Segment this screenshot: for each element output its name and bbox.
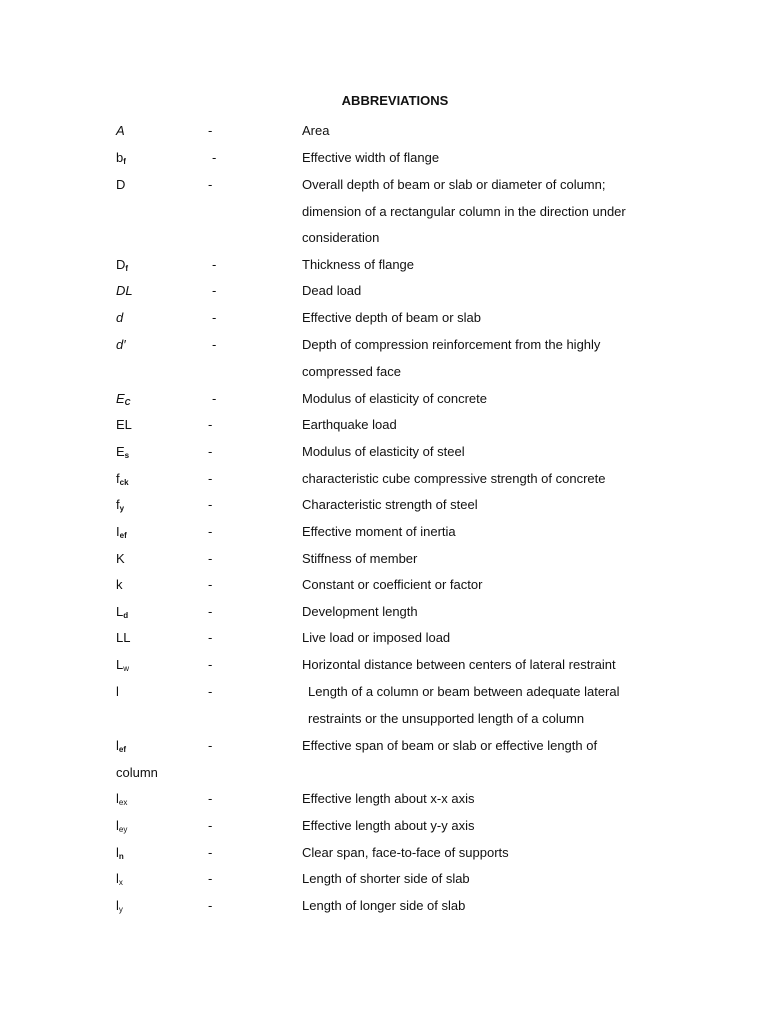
- abbreviation-symbol: [116, 791, 127, 807]
- abbreviation-symbol: [116, 417, 132, 432]
- separator-dash: -: [208, 791, 213, 806]
- symbol-base: LL: [116, 630, 131, 645]
- definition-line: Development length: [302, 604, 418, 619]
- abbreviation-symbol: [116, 738, 126, 754]
- separator-dash: -: [208, 577, 213, 592]
- abbreviation-symbol: [116, 257, 128, 273]
- symbol-base: E: [116, 444, 125, 459]
- symbol-base: f: [116, 471, 120, 486]
- symbol-base: E: [116, 391, 125, 406]
- definition-line: Horizontal distance between centers of lateral restraint: [302, 657, 616, 672]
- symbol-subscript: ck: [119, 478, 129, 487]
- separator-dash: -: [208, 818, 213, 833]
- abbreviation-symbol: [116, 177, 125, 192]
- definition-line: Live load or imposed load: [302, 630, 451, 645]
- definition-line: characteristic cube compressive strength of concrete: [302, 471, 606, 486]
- symbol-base: l: [116, 791, 119, 806]
- separator-dash: -: [208, 123, 213, 138]
- definition-line: Effective depth of beam or slab: [302, 310, 481, 325]
- abbreviation-symbol: [116, 657, 129, 673]
- separator-dash: -: [212, 337, 217, 352]
- symbol-base: b: [116, 150, 124, 165]
- symbol-base: l: [116, 845, 119, 860]
- definition-continuation: column: [116, 764, 158, 780]
- definition-line: Thickness of flange: [302, 257, 415, 272]
- separator-dash: -: [208, 871, 213, 886]
- separator-dash: -: [208, 604, 213, 619]
- symbol-subscript: ey: [118, 825, 128, 834]
- abbreviation-symbol: [116, 604, 128, 620]
- definition-line: Length of longer side of slab: [302, 898, 466, 913]
- symbol-base: l: [116, 738, 119, 753]
- definition-line: Effective moment of inertia: [302, 524, 456, 539]
- abbreviation-symbol: [116, 845, 124, 861]
- symbol-base: l: [116, 898, 119, 913]
- abbreviation-symbol: [116, 577, 123, 592]
- separator-dash: -: [212, 150, 217, 165]
- separator-dash: -: [212, 257, 217, 272]
- separator-dash: -: [208, 738, 213, 753]
- definition-line: Overall depth of beam or slab or diameter of column;: [302, 177, 606, 192]
- definition-line: compressed face: [302, 363, 401, 379]
- symbol-base: K: [116, 551, 125, 566]
- separator-dash: -: [212, 283, 217, 298]
- definition-line: Effective length about y-y axis: [302, 818, 475, 833]
- definition-line: Dead load: [302, 283, 362, 298]
- separator-dash: -: [208, 471, 213, 486]
- symbol-subscript: x: [118, 878, 123, 887]
- symbol-subscript: f: [123, 157, 126, 166]
- symbol-base: k: [116, 577, 123, 592]
- symbol-subscript: f: [125, 264, 129, 273]
- definition-line: Characteristic strength of steel: [302, 497, 478, 512]
- symbol-base: f: [116, 497, 120, 512]
- definition-line: Area: [302, 123, 330, 138]
- abbreviation-symbol: [116, 630, 130, 645]
- separator-dash: -: [208, 497, 213, 512]
- symbol-subscript: ef: [118, 745, 127, 754]
- abbreviation-symbol: [116, 471, 129, 487]
- definition-line: Length of a column or beam between adequate lateral: [308, 684, 620, 699]
- symbol-subscript: w: [123, 664, 130, 673]
- symbol-base: d: [116, 310, 124, 325]
- abbreviation-symbol: [116, 684, 119, 699]
- separator-dash: -: [208, 444, 213, 459]
- abbreviation-symbol: [116, 337, 126, 352]
- symbol-base: A: [116, 123, 125, 138]
- separator-dash: -: [208, 177, 213, 192]
- definition-line: Clear span, face-to-face of supports: [302, 845, 509, 860]
- abbreviation-symbol: [116, 898, 123, 914]
- separator-dash: -: [208, 524, 213, 539]
- abbreviation-symbol: [116, 391, 130, 407]
- separator-dash: -: [208, 898, 213, 913]
- page-title: ABBREVIATIONS: [341, 93, 449, 108]
- definition-line: Effective length about x-x axis: [302, 791, 475, 806]
- definition-line: Stiffness of member: [302, 551, 418, 566]
- definition-line: Constant or coefficient or factor: [302, 577, 483, 592]
- definition-line: Depth of compression reinforcement from the highly: [302, 337, 601, 352]
- definition-line: restraints or the unsupported length of a column: [308, 710, 585, 726]
- abbreviation-symbol: [116, 310, 123, 325]
- symbol-subscript: ex: [118, 798, 128, 807]
- separator-dash: -: [208, 551, 213, 566]
- separator-dash: -: [208, 417, 213, 432]
- symbol-base: l: [116, 818, 119, 833]
- symbol-subscript: ef: [119, 531, 127, 540]
- symbol-base: l: [116, 684, 119, 699]
- symbol-base: I: [116, 524, 120, 539]
- symbol-base: D: [116, 177, 126, 192]
- symbol-subscript: s: [124, 451, 130, 460]
- abbreviation-symbol: [116, 444, 129, 460]
- symbol-subscript: d: [123, 611, 129, 620]
- definition-line: Modulus of elasticity of concrete: [302, 391, 487, 406]
- definition-line: Earthquake load: [302, 417, 397, 432]
- symbol-base: d′: [116, 337, 126, 352]
- abbreviation-symbol: [116, 150, 126, 166]
- symbol-base: L: [116, 604, 124, 619]
- separator-dash: -: [208, 684, 213, 699]
- symbol-base: DL: [116, 283, 133, 298]
- separator-dash: -: [212, 310, 217, 325]
- abbreviation-symbol: [116, 283, 133, 298]
- abbreviation-symbol: [116, 818, 127, 834]
- definition-line: Effective span of beam or slab or effective length of: [302, 738, 598, 753]
- symbol-base: L: [116, 657, 124, 672]
- definition-line: consideration: [302, 230, 380, 246]
- definition-line: dimension of a rectangular column in the direction under: [302, 203, 626, 219]
- abbreviation-symbol: [116, 497, 124, 513]
- symbol-base: D: [116, 257, 126, 272]
- symbol-subscript: C: [124, 398, 131, 407]
- abbreviation-symbol: [116, 524, 127, 540]
- separator-dash: -: [208, 657, 213, 672]
- symbol-subscript: y: [118, 905, 123, 914]
- separator-dash: -: [208, 630, 213, 645]
- abbreviation-symbol: [116, 871, 123, 887]
- separator-dash: -: [208, 845, 213, 860]
- definition-line: Effective width of flange: [302, 150, 440, 165]
- definition-line: Modulus of elasticity of steel: [302, 444, 465, 459]
- separator-dash: -: [212, 391, 217, 406]
- symbol-base: EL: [116, 417, 132, 432]
- abbreviation-symbol: [116, 551, 125, 566]
- symbol-subscript: n: [118, 852, 124, 861]
- symbol-subscript: y: [119, 504, 125, 513]
- abbreviation-symbol: [116, 123, 125, 138]
- symbol-base: l: [116, 871, 119, 886]
- definition-line: Length of shorter side of slab: [302, 871, 470, 886]
